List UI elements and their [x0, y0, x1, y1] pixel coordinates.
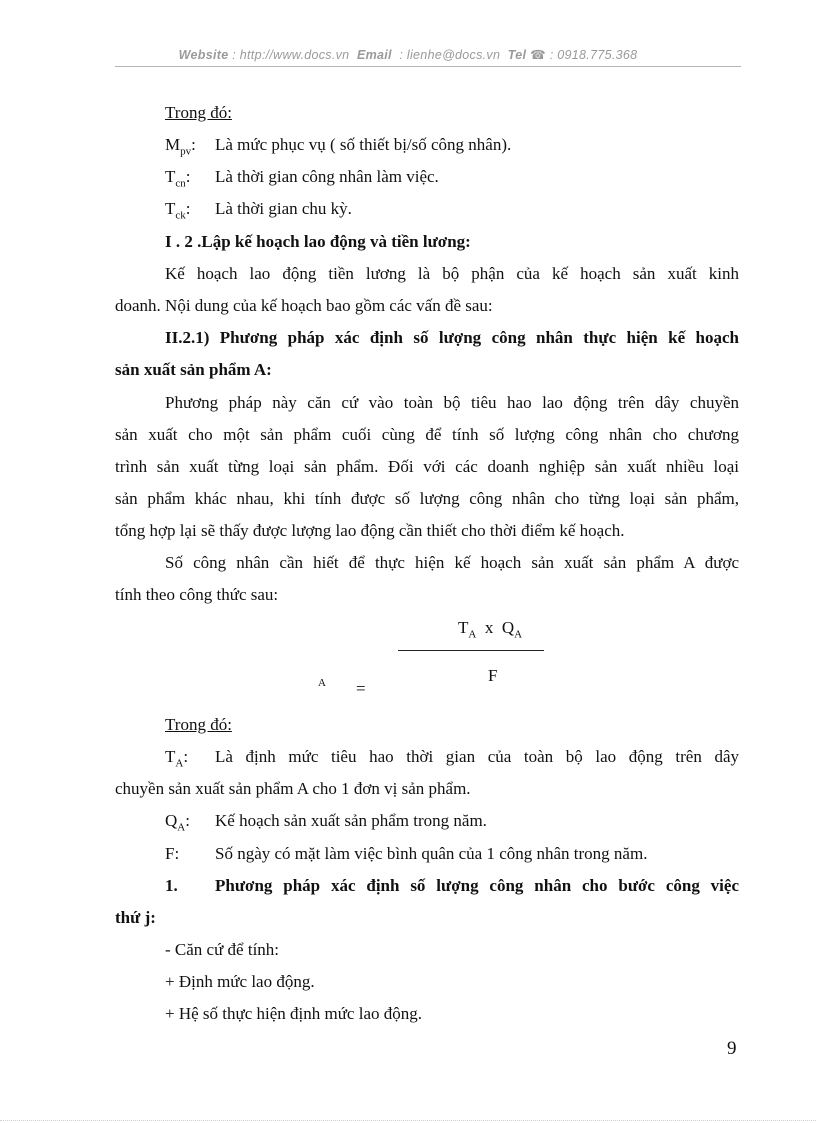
f-symbol: F:	[165, 844, 180, 863]
def-mpv	[165, 134, 739, 162]
para2-line3: trình sản xuất từng loại sản phẩm. Đối với các doanh nghiệp sản xuất nhiều loại	[115, 457, 739, 476]
email-label: Email	[356, 48, 392, 62]
item1-heading-line2: thứ j:	[115, 908, 156, 927]
phone-icon: ☎	[530, 48, 546, 62]
tel-label: Tel	[507, 48, 527, 62]
formula-equals: =	[356, 679, 366, 698]
para2-line5: tổng hợp lại sẽ thấy được lượng lao động cần thiết cho thời điểm kế hoạch.	[115, 521, 625, 540]
mpv-symbol: $M_{pv}$:	[165, 135, 196, 158]
ta-symbol: $T_A$:	[165, 747, 189, 770]
para1-line2: doanh. Nội dung của kế hoạch bao gồm các vấn đề sau:	[115, 296, 493, 315]
para1-line1: Kế hoạch lao động tiền lương là bộ phận của kế hoạch sản xuất kinh	[165, 264, 739, 283]
section-heading-2-2-1-line2: sản xuất sản phẩm A:	[115, 360, 272, 379]
page-header	[0, 47, 816, 62]
item1-line1	[165, 875, 739, 897]
para2-line2: sản xuất cho một sản phẩm cuối cùng để tính số lượng công nhân cho chương	[115, 425, 739, 444]
bullet-norm-coefficient: + Hệ số thực hiện định mức lao động.	[165, 1004, 423, 1023]
formula-lhs-subscript: A	[318, 677, 326, 689]
def-ta-line1	[165, 746, 739, 774]
para2-line1: Phương pháp này căn cứ vào toàn bộ tiêu hao lao động trên dây chuyền	[165, 393, 739, 412]
tck-symbol: $T_{ck}$:	[165, 199, 191, 222]
tck-text: Là thời gian chu kỳ.	[215, 199, 352, 218]
def-tck	[165, 198, 739, 226]
tel-value: : 0918.775.368	[549, 48, 638, 62]
para3-line2: tính theo công thức sau:	[115, 585, 279, 604]
website-label: Website	[178, 48, 229, 62]
def-qa	[165, 810, 739, 838]
section-heading-1-2: I . 2 .Lập kế hoạch lao động và tiền lương:	[165, 232, 471, 251]
section-heading-2-2-1-line1: II.2.1) Phương pháp xác định số lượng công nhân thực hiện kế hoạch	[165, 328, 739, 347]
formula-fraction-bar	[398, 650, 544, 651]
def-tcn	[165, 166, 739, 194]
basis-label: - Căn cứ để tính:	[165, 940, 280, 959]
qa-symbol: $Q_A$:	[165, 811, 190, 834]
mpv-text: Là mức phục vụ ( số thiết bị/số công nhân).	[215, 135, 512, 154]
tcn-symbol: $T_{cn}$:	[165, 167, 191, 190]
formula-denominator: F	[488, 666, 498, 685]
header-divider	[115, 66, 741, 67]
website-value[interactable]: : http://www.docs.vn	[232, 48, 350, 62]
item1-heading-line1: Phương pháp xác định số lượng công nhân cho bước công việc	[215, 876, 739, 895]
formula-numerator: $T_A$ x $Q_A$	[458, 618, 523, 641]
qa-text: Kế hoạch sản xuất sản phẩm trong năm.	[215, 811, 487, 830]
page-number: 9	[727, 1038, 737, 1059]
page-bottom-divider	[0, 1120, 816, 1121]
email-value[interactable]: : lienhe@docs.vn	[399, 48, 501, 62]
para2-line4: sản phẩm khác nhau, khi tính được số lượng công nhân cho từng loại sản phẩm,	[115, 489, 739, 508]
bullet-labor-norm: + Định mức lao động.	[165, 972, 315, 991]
para3-line1: Số công nhân cần hiết để thực hiện kế hoạch sản xuất sản phẩm A được	[165, 553, 739, 572]
f-text: Số ngày có mặt làm việc bình quân của 1 công nhân trong năm.	[215, 844, 648, 863]
ta-text-line1: Là định mức tiêu hao thời gian của toàn bộ lao động trên dây	[215, 747, 739, 766]
item1-number: 1.	[165, 876, 178, 895]
where-label-2: Trong đó:	[165, 715, 232, 734]
tcn-text: Là thời gian công nhân làm việc.	[215, 167, 439, 186]
def-ta-line2: chuyền sản xuất sản phẩm A cho 1 đơn vị sản phẩm.	[115, 779, 471, 798]
def-f	[165, 843, 739, 865]
where-label-1: Trong đó:	[165, 103, 232, 122]
